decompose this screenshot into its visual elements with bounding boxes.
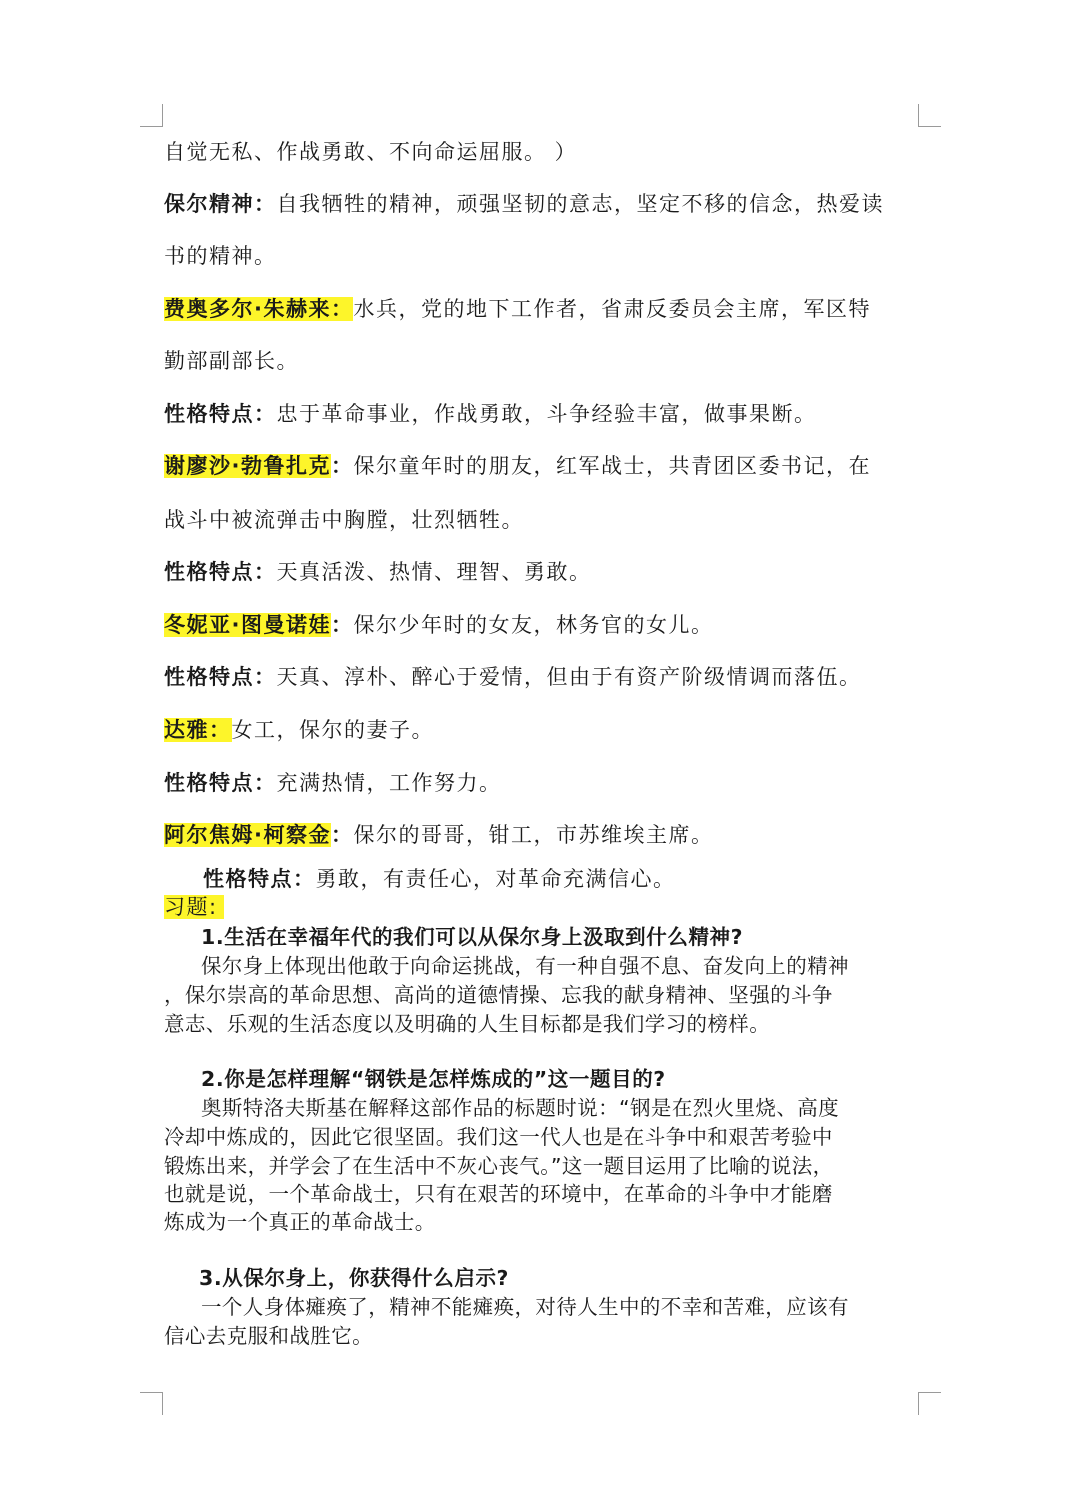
artyom-text: 保尔的哥哥，钳工，市苏维埃主席。: [353, 823, 714, 847]
tonya-text: 保尔少年时的女友，林务官的女儿。: [353, 613, 714, 637]
trait-text: 充满热情，工作努力。: [276, 771, 502, 795]
seryozha-name: 谢廖沙·勃鲁扎克: [164, 454, 331, 478]
trait-label: 性格特点：: [164, 402, 277, 426]
question-1: 1.生活在幸福年代的我们可以从保尔身上汲取到什么精神?: [201, 925, 744, 949]
zhukhrai-trait: [164, 399, 817, 429]
answer-2-line: 炼成为一个真正的革命战士。: [164, 1210, 436, 1234]
answer-1-line: 意志、乐观的生活态度以及明确的人生目标都是我们学习的榜样。: [164, 1012, 771, 1036]
artyom-trait: [203, 864, 676, 894]
zhukhrai-name: 费奥多尔·朱赫来：: [164, 297, 354, 321]
crop-mark-top-right: [918, 104, 941, 127]
trait-text: 天真活泼、热情、理智、勇敢。: [276, 560, 592, 584]
trait-text: 忠于革命事业，作战勇敢，斗争经验丰富，做事果断。: [276, 402, 817, 426]
answer-2-line: 也就是说，一个革命战士，只有在艰苦的环境中，在革命的斗争中才能磨: [164, 1182, 833, 1206]
answer-2-line: 锻炼出来，并学会了在生活中不灰心丧气。”这一题目运用了比喻的说法，: [164, 1154, 834, 1178]
trait-label: 性格特点：: [164, 560, 277, 584]
seryozha-trait: [164, 557, 592, 587]
paul-spirit-text: 自我牺牲的精神，顽强坚韧的意志，坚定不移的信念，热爱读: [276, 192, 884, 216]
artyom-name: 阿尔焦姆·柯察金: [164, 823, 331, 847]
trait-text: 天真、淳朴、醉心于爱情，但由于有资产阶级情调而落伍。: [276, 665, 862, 689]
taya-text: 女工，保尔的妻子。: [231, 718, 434, 742]
intro-tail: 自觉无私、作战勇敢、不向命运屈服。 ）: [164, 140, 578, 164]
zhukhrai-cont: 勤部副部长。: [164, 349, 299, 373]
question-2: 2.你是怎样理解“钢铁是怎样炼成的”这一题目的?: [201, 1067, 666, 1091]
trait-label: 性格特点：: [164, 665, 277, 689]
answer-3-line: 一个人身体瘫痪了，精神不能瘫痪，对待人生中的不幸和苦难，应该有: [201, 1295, 849, 1319]
crop-mark-bottom-right: [918, 1392, 941, 1415]
tonya-name: 冬妮亚·图曼诺娃: [164, 613, 331, 637]
exercises-label-line: [164, 893, 224, 921]
trait-label: 性格特点：: [164, 771, 277, 795]
tonya-line: [164, 610, 713, 640]
zhukhrai-line: [164, 294, 871, 324]
paul-spirit-label: 保尔精神：: [164, 192, 277, 216]
answer-2-line: 奥斯特洛夫斯基在解释这部作品的标题时说：“钢是在烈火里烧、高度: [201, 1096, 840, 1120]
crop-mark-bottom-left: [140, 1392, 163, 1415]
artyom-line: [164, 820, 713, 850]
trait-text: 勇敢，有责任心，对革命充满信心。: [315, 867, 676, 891]
seryozha-text: 保尔童年时的朋友，红军战士，共青团区委书记，在: [353, 454, 871, 478]
taya-line: [164, 715, 434, 745]
exercises-label: 习题:: [164, 895, 224, 919]
seryozha-line: [164, 451, 871, 481]
seryozha-cont: 战斗中被流弹击中胸膛，壮烈牺牲。: [164, 508, 524, 532]
trait-label: 性格特点：: [203, 867, 316, 891]
zhukhrai-text: 水兵，党的地下工作者，省肃反委员会主席，军区特: [353, 297, 871, 321]
answer-1-line: 保尔身上体现出他敢于向命运挑战，有一种自强不息、奋发向上的精神: [201, 954, 849, 978]
question-3: 3.从保尔身上，你获得什么启示?: [199, 1266, 510, 1290]
colon: ：: [330, 613, 354, 637]
paul-spirit-cont: 书的精神。: [164, 244, 277, 268]
taya-name: 达雅：: [164, 718, 232, 742]
answer-1-line: ，保尔崇高的革命思想、高尚的道德情操、忘我的献身精神、坚强的斗争: [164, 983, 833, 1007]
colon: ：: [330, 823, 354, 847]
crop-mark-top-left: [140, 104, 163, 127]
tonya-trait: [164, 662, 862, 692]
answer-3-line: 信心去克服和战胜它。: [164, 1324, 373, 1348]
answer-2-line: 冷却中炼成的，因此它很坚固。我们这一代人也是在斗争中和艰苦考验中: [164, 1125, 833, 1149]
taya-trait: [164, 768, 502, 798]
colon: ：: [330, 454, 354, 478]
paul-spirit-line: [164, 189, 884, 219]
